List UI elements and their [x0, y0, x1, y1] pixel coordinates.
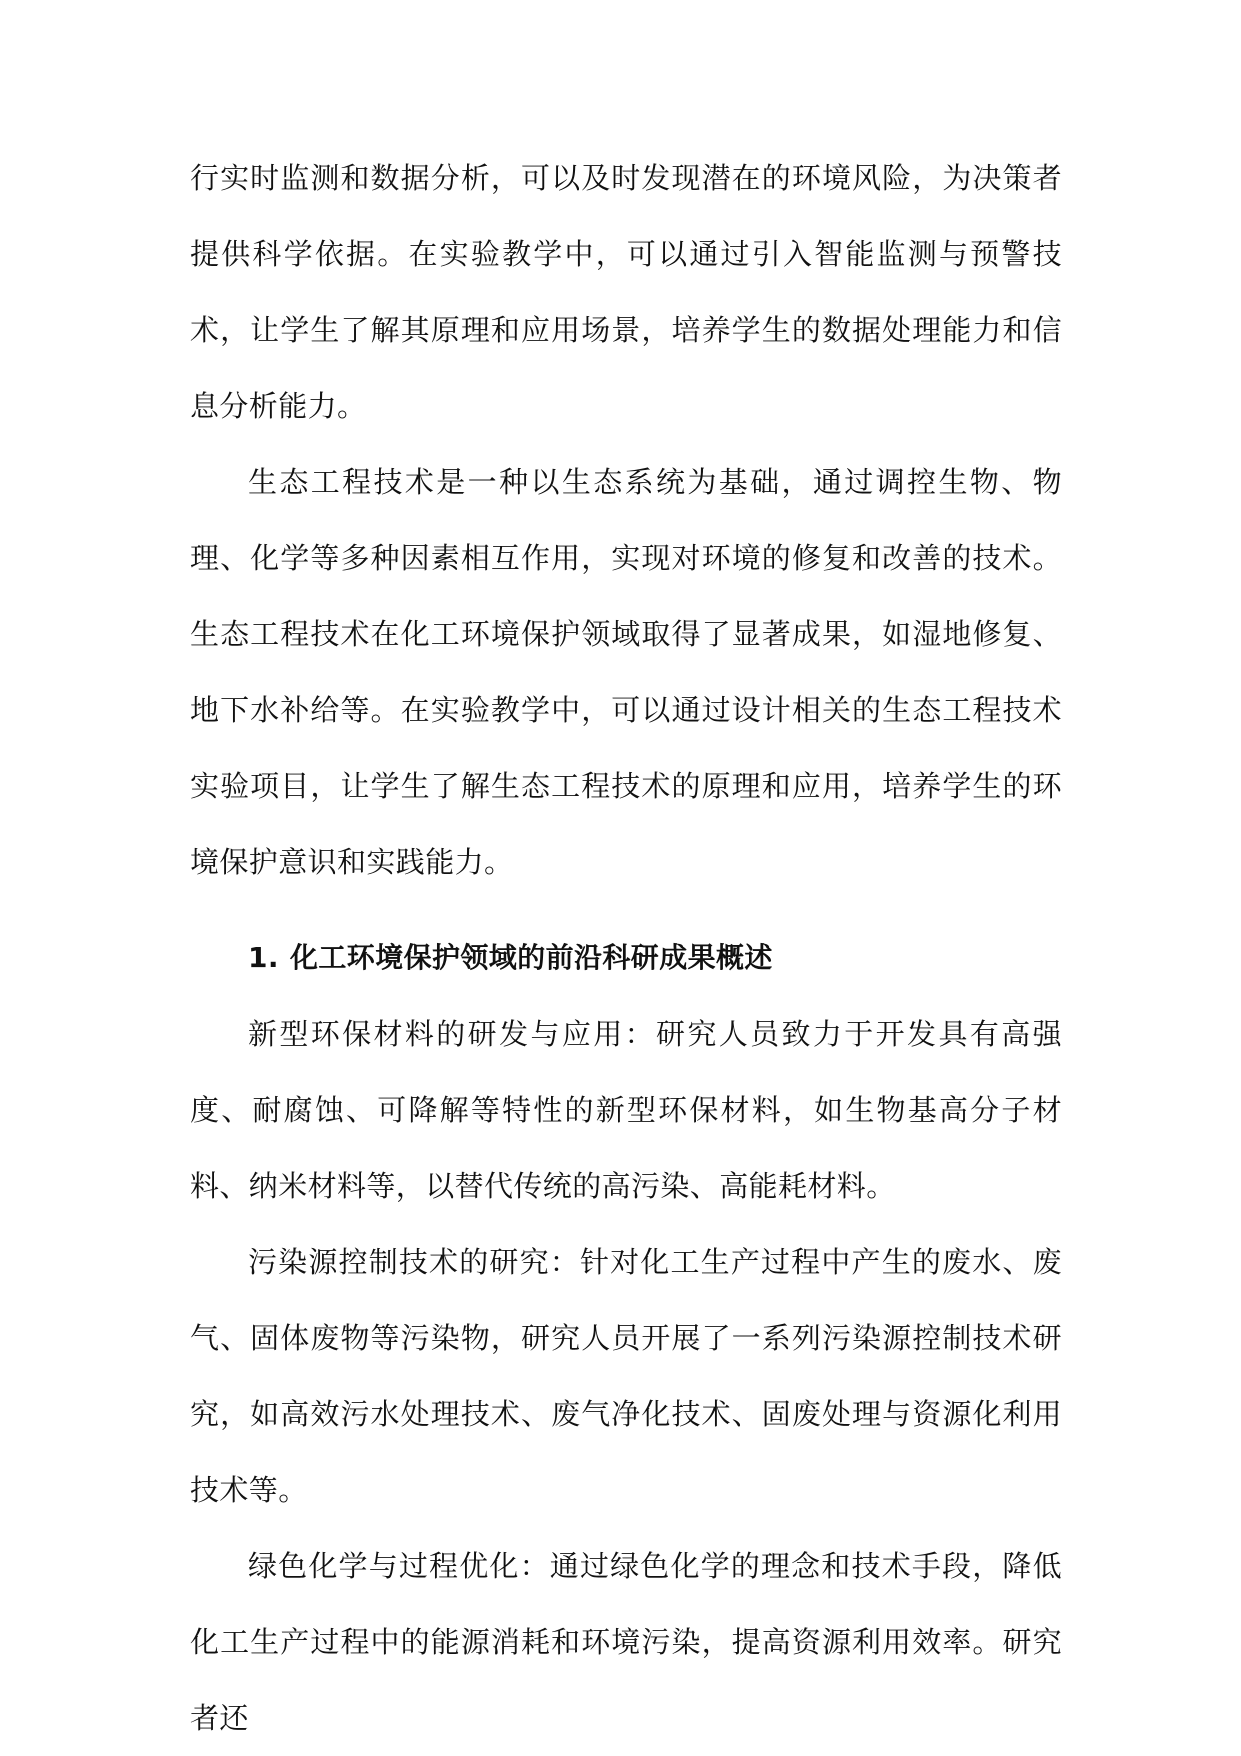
section-title: 化工环境保护领域的前沿科研成果概述: [290, 941, 773, 974]
paragraph-continuation: 行实时监测和数据分析，可以及时发现潜在的环境风险，为决策者提供科学依据。在实验教学中，可以通过引入智能监测与预警技术，让学生了解其原理和应用场景，培养学生的数据处理能力和信息分析能力。: [190, 161, 1062, 423]
document-body: [190, 140, 1062, 1756]
paragraph-ecological-engineering: 生态工程技术是一种以生态系统为基础，通过调控生物、物理、化学等多种因素相互作用，实现对环境的修复和改善的技术。生态工程技术在化工环境保护领域取得了显著成果，如湿地修复、地下水补给等。在实验教学中，可以通过设计相关的生态工程技术实验项目，让学生了解生态工程技术的原理和应用，培养学生的环境保护意识和实践能力。: [190, 465, 1062, 879]
paragraph-green-chemistry: 绿色化学与过程优化：通过绿色化学的理念和技术手段，降低化工生产过程中的能源消耗和环境污染，提高资源利用效率。研究者还: [190, 1549, 1062, 1735]
paragraph-pollution-control: 污染源控制技术的研究：针对化工生产过程中产生的废水、废气、固体废物等污染物，研究人员开展了一系列污染源控制技术研究，如高效污水处理技术、废气净化技术、固废处理与资源化利用技术等。: [190, 1245, 1062, 1507]
section-number: 1.: [248, 941, 279, 974]
paragraph-new-materials: 新型环保材料的研发与应用：研究人员致力于开发具有高强度、耐腐蚀、可降解等特性的新型环保材料，如生物基高分子材料、纳米材料等，以替代传统的高污染、高能耗材料。: [190, 1017, 1062, 1203]
section-heading: [190, 920, 1062, 996]
